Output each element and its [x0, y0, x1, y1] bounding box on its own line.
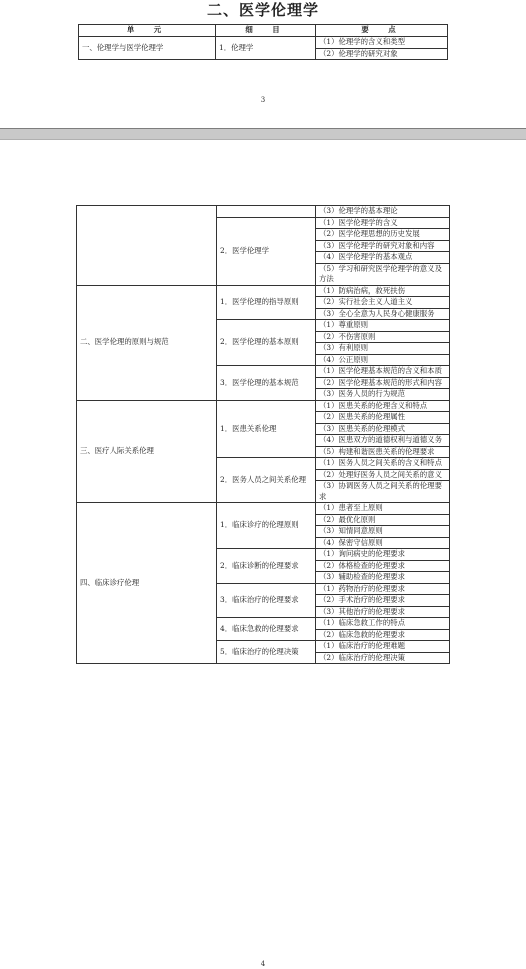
point-cell: （1）询问病史的伦理要求: [316, 549, 450, 561]
item-cell: 1．医患关系伦理: [217, 400, 316, 458]
table-row: [77, 206, 450, 218]
point-cell: （2）医学伦理基本规范的形式和内容: [316, 377, 450, 389]
page-number: 4: [260, 960, 266, 968]
item-cell: 3．医学伦理的基本规范: [217, 366, 316, 401]
point-cell: （2）临床治疗的伦理决策: [316, 652, 450, 664]
point-cell: （1）药物治疗的伦理要求: [316, 583, 450, 595]
point-cell: （3）其他治疗的伦理要求: [316, 606, 450, 618]
item-cell: [217, 206, 316, 218]
point-cell: （3）医患关系的伦理模式: [316, 423, 450, 435]
table-row: [77, 285, 450, 297]
header-unit: 单 元: [79, 25, 216, 37]
table-row: [79, 37, 448, 49]
point-cell: （1）临床治疗的伦理难题: [316, 641, 450, 653]
point-cell: （1）尊重原则: [316, 320, 450, 332]
point-cell: （2）伦理学的研究对象: [316, 48, 448, 60]
point-cell: （1）医学伦理学的含义: [316, 217, 450, 229]
page-3: [0, 0, 526, 128]
point-cell: （2）最优化原则: [316, 514, 450, 526]
item-cell: 1．临床诊疗的伦理原则: [217, 503, 316, 549]
header-item: 细 目: [216, 25, 316, 37]
point-cell: （1）患者至上原则: [316, 503, 450, 515]
syllabus-table-page-3: [78, 24, 448, 60]
point-cell: （3）全心全意为人民身心健康服务: [316, 308, 450, 320]
table-body: [77, 206, 450, 664]
point-cell: （1）临床急救工作的特点: [316, 618, 450, 630]
item-cell: 2．医学伦理学: [217, 217, 316, 285]
point-cell: （1）医患关系的伦理含义和特点: [316, 400, 450, 412]
item-cell: 2．临床诊断的伦理要求: [217, 549, 316, 584]
item-cell: 1．伦理学: [216, 37, 316, 60]
point-cell: （4）医患双方的道德权利与道德义务: [316, 435, 450, 447]
item-cell: 2．医学伦理的基本原则: [217, 320, 316, 366]
point-cell: （2）处理好医务人员之间关系的意义: [316, 469, 450, 481]
point-cell: （1）伦理学的含义和类型: [316, 37, 448, 49]
point-cell: （3）有利原则: [316, 343, 450, 355]
point-cell: （3）医务人员的行为规范: [316, 389, 450, 401]
point-cell: （2）实行社会主义人道主义: [316, 297, 450, 309]
point-cell: （4）保密守信原则: [316, 537, 450, 549]
point-cell: （4）公正原则: [316, 354, 450, 366]
item-cell: 4．临床急救的伦理要求: [217, 618, 316, 641]
page-number: 3: [260, 96, 266, 104]
unit-cell: 四、临床诊疗伦理: [77, 503, 217, 664]
table-row: [77, 503, 450, 515]
table-row: [77, 400, 450, 412]
unit-cell: [77, 206, 217, 286]
table-body: [79, 37, 448, 60]
header-point: 要 点: [316, 25, 448, 37]
point-cell: （3）伦理学的基本理论: [316, 206, 450, 218]
point-cell: （5）学习和研究医学伦理学的意义及方法: [316, 263, 450, 285]
point-cell: （5）构建和谐医患关系的伦理要求: [316, 446, 450, 458]
unit-cell: 一、伦理学与医学伦理学: [79, 37, 216, 60]
point-cell: （2）体格检查的伦理要求: [316, 560, 450, 572]
point-cell: （3）知情同意原则: [316, 526, 450, 538]
point-cell: （2）医患关系的伦理属性: [316, 412, 450, 424]
table-header-row: [79, 25, 448, 37]
unit-cell: 三、医疗人际关系伦理: [77, 400, 217, 503]
point-cell: （3）协调医务人员之间关系的伦理要求: [316, 481, 450, 503]
point-cell: （1）防病治病，救死扶伤: [316, 285, 450, 297]
point-cell: （1）医学伦理基本规范的含义和本质: [316, 366, 450, 378]
section-title: 二、医学伦理学: [206, 1, 319, 19]
item-cell: 3．临床治疗的伦理要求: [217, 583, 316, 618]
item-cell: 2．医务人员之间关系伦理: [217, 458, 316, 503]
point-cell: （4）医学伦理学的基本观点: [316, 252, 450, 264]
point-cell: （2）临床急救的伦理要求: [316, 629, 450, 641]
point-cell: （3）辅助检查的伦理要求: [316, 572, 450, 584]
syllabus-table-page-4: [76, 205, 450, 664]
unit-cell: 二、医学伦理的原则与规范: [77, 285, 217, 400]
point-cell: （2）医学伦理思想的历史发展: [316, 229, 450, 241]
point-cell: （3）医学伦理学的研究对象和内容: [316, 240, 450, 252]
point-cell: （1）医务人员之间关系的含义和特点: [316, 458, 450, 470]
point-cell: （2）不伤害原则: [316, 331, 450, 343]
item-cell: 5．临床治疗的伦理决策: [217, 641, 316, 664]
point-cell: （2）手术治疗的伦理要求: [316, 595, 450, 607]
item-cell: 1．医学伦理的指导原则: [217, 285, 316, 320]
